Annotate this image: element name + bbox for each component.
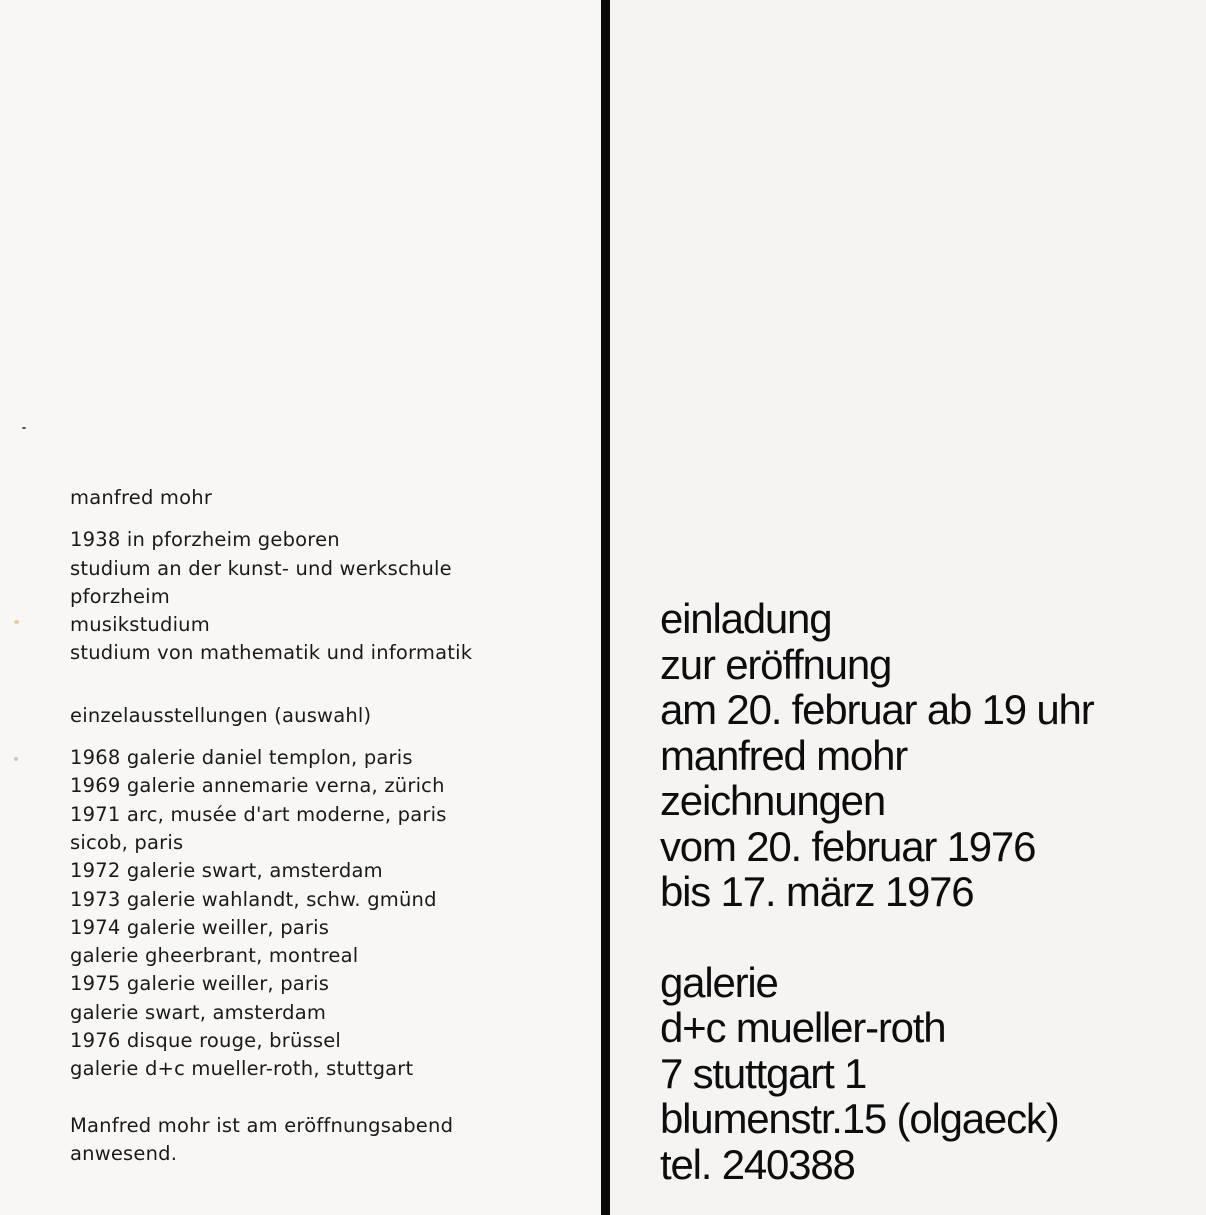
gallery-address-line: blumenstr.15 (olgaeck) bbox=[660, 1095, 1059, 1142]
exhibition-item: 1972 galerie swart, amsterdam bbox=[70, 859, 383, 883]
gallery-address-line: d+c mueller-roth bbox=[660, 1004, 946, 1051]
exhibition-item: 1974 galerie weiller, paris bbox=[70, 915, 330, 939]
invitation-line: manfred mohr bbox=[660, 731, 908, 779]
invitation-text bbox=[660, 596, 1200, 1187]
exhibitions-heading: einzelausstellungen (auswahl) bbox=[70, 703, 372, 727]
bio-name: manfred mohr bbox=[70, 486, 213, 509]
invitation-line: bis 17. märz 1976 bbox=[660, 868, 974, 915]
gallery-address-line: galerie bbox=[660, 958, 778, 1006]
exhibition-item: sicob, paris bbox=[70, 830, 184, 854]
exhibition-item: 1976 disque rouge, brüssel bbox=[70, 1029, 342, 1053]
invitation-line: am 20. februar ab 19 uhr bbox=[660, 686, 1094, 733]
paper-speck bbox=[14, 620, 19, 624]
invitation-line: zeichnungen bbox=[660, 777, 885, 824]
paper-speck bbox=[14, 757, 18, 761]
exhibition-item: galerie gheerbrant, montreal bbox=[70, 944, 359, 968]
exhibition-item: 1973 galerie wahlandt, schw. gmünd bbox=[70, 887, 437, 911]
gallery-address-line: 7 stuttgart 1 bbox=[660, 1049, 867, 1097]
invitation-line: zur eröffnung bbox=[660, 640, 892, 688]
bio-life-line: studium an der kunst- und werkschule bbox=[70, 556, 452, 580]
artist-biography bbox=[70, 484, 570, 1168]
invitation-line: vom 20. februar 1976 bbox=[660, 822, 1036, 870]
bio-life-line: musikstudium bbox=[70, 613, 210, 637]
bio-life-line: 1938 in pforzheim geboren bbox=[70, 528, 340, 552]
invitation-line: einladung bbox=[660, 595, 832, 642]
exhibition-item: 1968 galerie daniel templon, paris bbox=[70, 746, 413, 770]
exhibition-item: 1969 galerie annemarie verna, zürich bbox=[70, 774, 445, 798]
attendance-note: Manfred mohr ist am eröffnungsabend bbox=[70, 1113, 454, 1137]
exhibition-item: 1975 galerie weiller, paris bbox=[70, 972, 330, 996]
attendance-note: anwesend. bbox=[70, 1141, 178, 1165]
gallery-address-line: tel. 240388 bbox=[660, 1140, 855, 1188]
bio-life-line: pforzheim bbox=[70, 584, 170, 608]
paper-speck bbox=[22, 427, 26, 429]
exhibition-item: galerie d+c mueller-roth, stuttgart bbox=[70, 1057, 414, 1081]
exhibition-item: 1971 arc, musée d'art moderne, paris bbox=[70, 802, 447, 826]
exhibition-item: galerie swart, amsterdam bbox=[70, 1000, 327, 1024]
bio-life-line: studium von mathematik und informatik bbox=[70, 641, 473, 665]
center-divider bbox=[601, 0, 610, 1215]
